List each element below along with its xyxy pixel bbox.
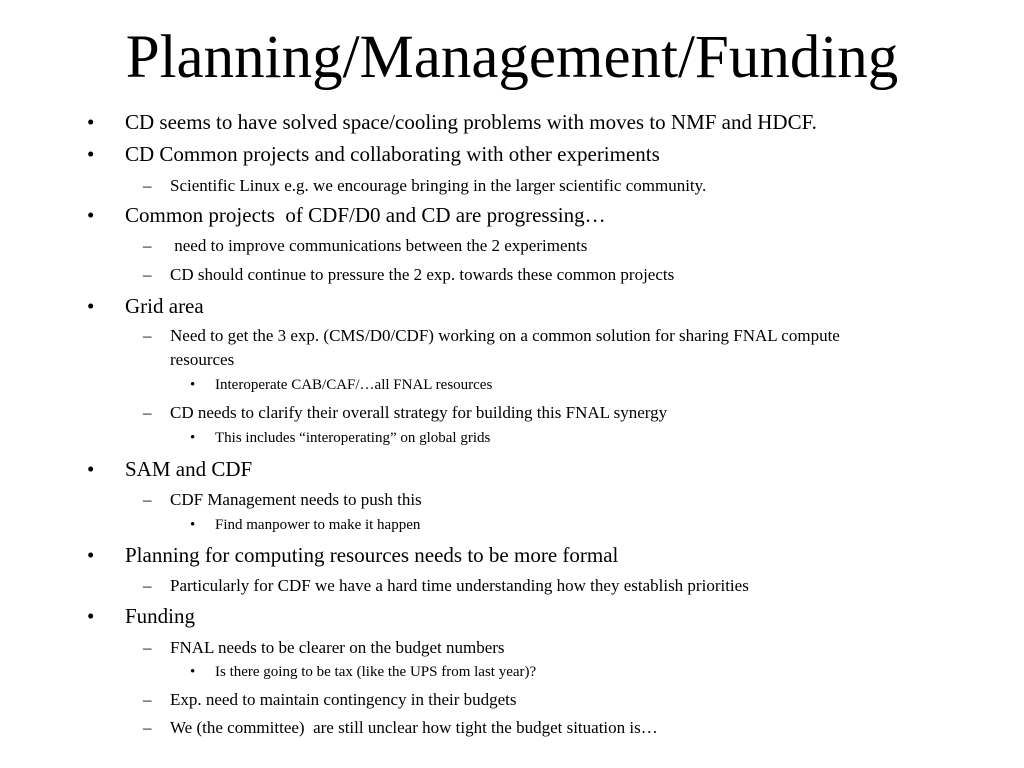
- bullet-text: We (the committee) are still unclear how tight the budget situation is…: [170, 718, 658, 737]
- bullet-item-level-1: [0, 142, 660, 167]
- bullet-text: Planning for computing resources needs to be more formal: [125, 543, 619, 567]
- dash-marker: –: [143, 576, 152, 595]
- bullet-item-level-2: [0, 488, 422, 512]
- bullet-marker: •: [190, 430, 196, 446]
- dash-marker: –: [143, 718, 152, 737]
- bullet-item-level-3: [0, 375, 492, 395]
- bullet-text: CD Common projects and collaborating with other experiments: [125, 142, 660, 166]
- bullet-item-level-1: [0, 110, 817, 135]
- bullet-item-level-2: [0, 401, 667, 425]
- dash-marker: –: [143, 690, 152, 709]
- dash-marker: –: [143, 265, 152, 284]
- dash-marker: –: [143, 176, 152, 195]
- bullet-text: Is there going to be tax (like the UPS from last year)?: [215, 664, 537, 680]
- bullet-marker: •: [87, 604, 95, 628]
- bullet-text: CDF Management needs to push this: [170, 490, 422, 509]
- bullet-marker: •: [87, 457, 95, 481]
- slide-title: Planning/Management/Funding: [125, 24, 899, 91]
- bullet-text: Particularly for CDF we have a hard time understanding how they establish priorities: [170, 576, 749, 595]
- bullet-text: Interoperate CAB/CAF/…all FNAL resources: [215, 377, 493, 393]
- dash-marker: –: [143, 638, 152, 657]
- bullet-text: CD seems to have solved space/cooling problems with moves to NMF and HDCF.: [125, 110, 817, 134]
- bullet-text: Grid area: [125, 294, 204, 318]
- bullet-item-level-2: [0, 324, 900, 372]
- bullet-marker: •: [87, 110, 95, 134]
- bullet-text: Find manpower to make it happen: [215, 517, 421, 533]
- bullet-item-level-2: [0, 636, 505, 660]
- bullet-text: Funding: [125, 604, 196, 628]
- dash-marker: –: [143, 236, 152, 255]
- bullet-text: Scientific Linux e.g. we encourage bringing in the larger scientific community.: [170, 176, 707, 195]
- bullet-item-level-2: [0, 174, 706, 198]
- bullet-item-level-2: [0, 688, 517, 712]
- bullet-marker: •: [87, 294, 95, 318]
- bullet-marker: •: [190, 377, 196, 393]
- bullet-item-level-2: [0, 716, 658, 740]
- bullet-item-level-3: [0, 515, 420, 535]
- dash-marker: –: [143, 490, 152, 509]
- bullet-marker: •: [87, 203, 95, 227]
- bullet-text: CD needs to clarify their overall strategy for building this FNAL synergy: [170, 403, 668, 422]
- bullet-item-level-1: [0, 604, 195, 629]
- bullet-marker: •: [87, 543, 95, 567]
- bullet-item-level-2: [0, 263, 674, 287]
- bullet-marker: •: [87, 142, 95, 166]
- bullet-text: SAM and CDF: [125, 457, 253, 481]
- bullet-text: Exp. need to maintain contingency in their budgets: [170, 690, 517, 709]
- bullet-item-level-3: [0, 662, 536, 682]
- bullet-text: FNAL needs to be clearer on the budget numbers: [170, 638, 505, 657]
- bullet-item-level-2: [0, 234, 587, 258]
- bullet-item-level-1: [0, 543, 618, 568]
- bullet-item-level-3: [0, 428, 490, 448]
- bullet-item-level-1: [0, 203, 606, 228]
- bullet-text: CD should continue to pressure the 2 exp. towards these common projects: [170, 265, 675, 284]
- bullet-text: need to improve communications between the 2 experiments: [170, 236, 588, 255]
- bullet-item-level-1: [0, 294, 204, 319]
- bullet-text: Need to get the 3 exp. (CMS/D0/CDF) working on a common solution for sharing FNAL compute resources: [170, 326, 845, 369]
- dash-marker: –: [143, 326, 152, 345]
- bullet-text: Common projects of CDF/D0 and CD are progressing…: [125, 203, 606, 227]
- bullet-marker: •: [190, 664, 196, 680]
- bullet-marker: •: [190, 517, 196, 533]
- dash-marker: –: [143, 403, 152, 422]
- bullet-item-level-2: [0, 574, 749, 598]
- bullet-text: This includes “interoperating” on global grids: [215, 430, 491, 446]
- bullet-item-level-1: [0, 457, 252, 482]
